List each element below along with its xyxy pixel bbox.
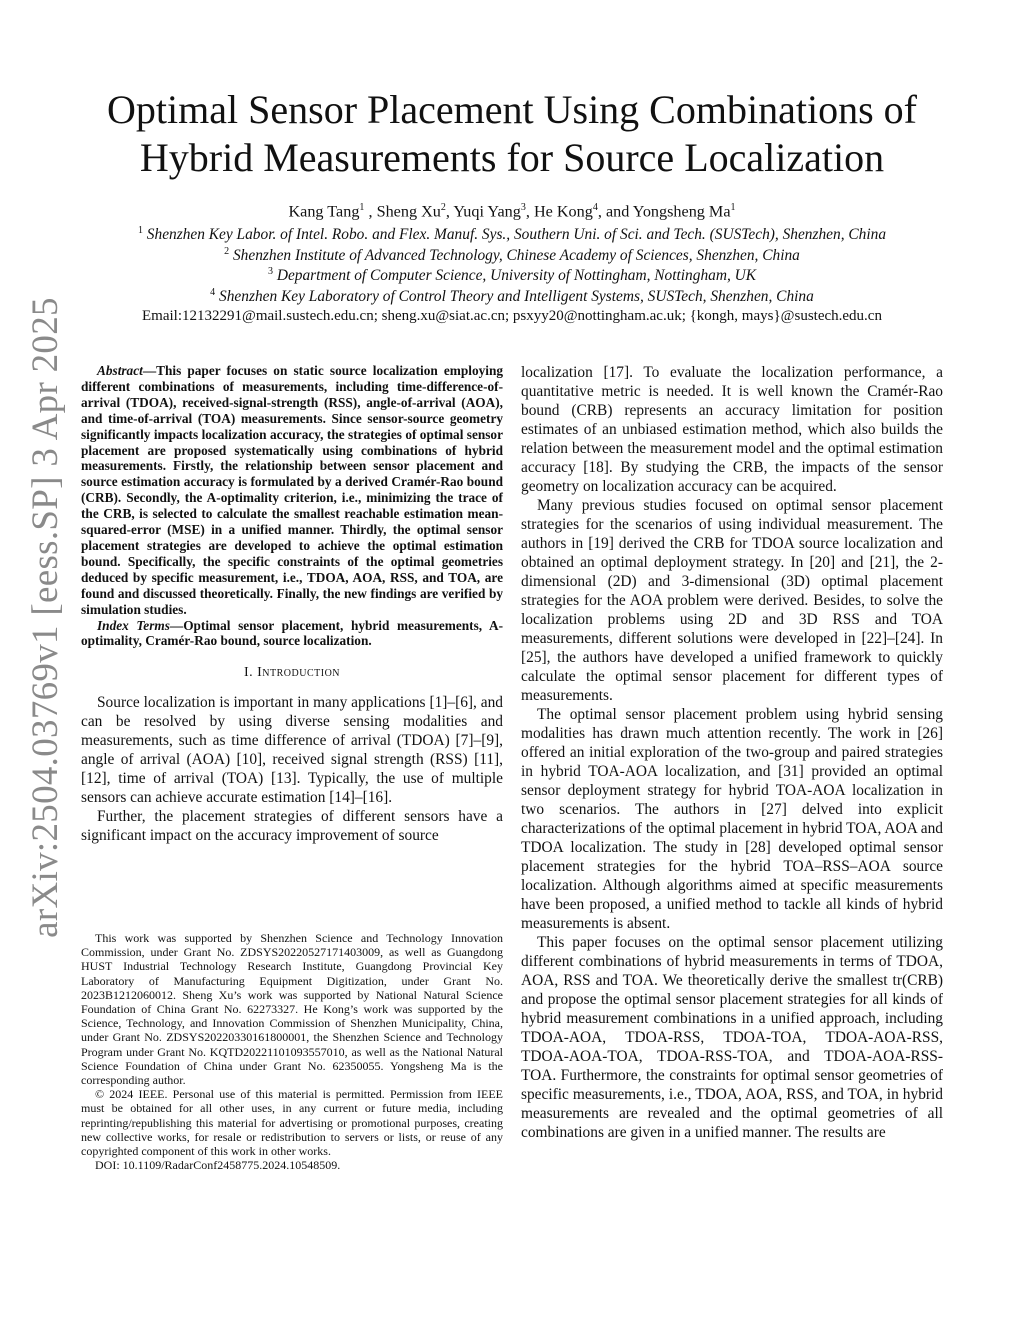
- author-affiliation-mark: 3: [520, 202, 526, 213]
- copyright-footnote: © 2024 IEEE. Personal use of this material is permitted. Permission from IEEE must be obtained for all other uses, in any current or future media, including reprinting/republishing this material for advertising or promotional purposes, creating new collective works, for resale or redistribution to servers or lists, or reuse of any copyrighted component of this work in other works.: [81, 1087, 503, 1159]
- paper-title: [60, 86, 964, 182]
- index-terms-label: Index Terms: [97, 617, 170, 633]
- author-emails: Email:12132291@mail.sustech.edu.cn; sheng.xu@siat.ac.cn; psxyy20@nottingham.ac.uk; {kongh, mays}@sustech.edu.cn: [142, 308, 882, 324]
- index-terms: [81, 618, 503, 650]
- affiliation-text: Shenzhen Key Laboratory of Control Theory and Intelligent Systems, SUSTech, Shenzhen, China: [219, 288, 814, 306]
- body-paragraph: This paper focuses on the optimal sensor placement utilizing different combinations of hybrid measurements in terms of TDOA, AOA, RSS and TOA. We theoretically derive the smallest tr(CRB) and propose the optimal sensor placement strategies for all kinds of hybrid measurement combinations in a unified approach, including TDOA-AOA, TDOA-RSS, TDOA-TOA, TDOA-AOA-RSS, TDOA-AOA-TOA, TDOA-RSS-TOA, and TDOA-AOA-RSS-TOA. Furthermore, the constraints for optimal sensor geometries of specific measurements, i.e., TDOA, AOA, RSS, and TOA, in hybrid measurements are revealed and the optimal geometries of all combinations are given in a unified manner. The results are: [521, 934, 943, 1141]
- affiliation-number: 3: [267, 266, 273, 277]
- author-separator: ,: [445, 202, 454, 221]
- affiliation-1: [60, 225, 964, 244]
- affiliation-text: Department of Computer Science, University of Nottingham, Nottingham, UK: [276, 267, 757, 285]
- index-terms-text: —Optimal sensor placement, hybrid measurements, A-optimality, Cramér-Rao bound, source localization.: [81, 617, 503, 649]
- right-column: [521, 363, 943, 1142]
- affiliation-2: [60, 246, 964, 265]
- arxiv-identifier-text: arXiv:2504.03769v1 [eess.SP] 3 Apr 2025: [24, 296, 66, 938]
- affiliation-number: 1: [137, 225, 143, 236]
- author-name: Yuqi Yang: [453, 202, 521, 221]
- intro-paragraph: Further, the placement strategies of different sensors have a significant impact on the accuracy improvement of source: [81, 808, 503, 845]
- author-affiliation-mark: 2: [440, 202, 446, 213]
- abstract-label: Abstract: [97, 363, 143, 378]
- author-affiliation-mark: 1: [730, 202, 736, 213]
- funding-footnote: This work was supported by Shenzhen Science and Technology Innovation Commission, under Grant No. ZDSYS20220527171403009, as well as Guangdong HUST Industrial Technology Research Institute, Guangdong Provincial Key Laboratory of Manufacturing Equipment Digitization, under Grant No. 2023B1212060012. Sheng Xu’s work was supported by National Natural Science Foundation of China Grant No. 62273327. He Kong’s work was supported by the Science, Technology, and Innovation Commission of Shenzhen Municipality, China, under Grant No. ZDSYS20220330161800001, the Shenzhen Science and Technology Program under Grant No. KQTD20221101093557010, as well as the National Natural Science Foundation of China under Grant No. 62350055. Yongsheng Ma is the corresponding author.: [81, 931, 503, 1088]
- affiliation-number: 4: [210, 287, 216, 298]
- affiliation-4: [60, 287, 964, 306]
- left-column: [81, 363, 503, 845]
- author-name: Sheng Xu: [376, 202, 441, 221]
- abstract-text: —This paper focuses on static source localization employing different combinations of measurements, including time-difference-of-arrival (TDOA), received-signal-strength (RSS), angle-of-arrival (AOA), and time-of-arrival (TOA) measurements. Since sensor-source geometry significantly impacts localization accuracy, the strategies of optimal sensor placement are proposed systematically using combinations of hybrid measurements. Firstly, the relationship between sensor placement and source estimation accuracy is formulated by a derived Cramér-Rao bound (CRB). Secondly, the A-optimality criterion, i.e., minimizing the trace of the CRB, is selected to calculate the smallest reachable estimation mean-squared-error (MSE) in a unified manner. Thirdly, the optimal sensor placement strategies are developed to achieve the optimal estimation bound. Specifically, the specific constraints of the optimal geometries deduced by specific measurement, i.e., TDOA, AOA, RSS, and TOA, are found and discussed theoretically. Finally, the new findings are verified by simulation studies.: [81, 363, 503, 617]
- author-list: [60, 202, 964, 221]
- footnotes: [81, 931, 503, 1172]
- author-separator: ,: [525, 202, 534, 221]
- affiliation-text: Shenzhen Key Labor. of Intel. Robo. and Flex. Manuf. Sys., Southern Uni. of Sci. and Tech. (SUSTech), Shenzhen, China: [146, 226, 887, 244]
- body-paragraph: localization [17]. To evaluate the localization performance, a quantitative metric is needed. It is well known the Cramér-Rao bound (CRB) represents an accuracy limitation for position estimates of an unbiased estimation method, which also builds the relation between the measurement model and the optimal estimation accuracy [18]. By studying the CRB, the impacts of the sensor geometry on localization accuracy can be acquired.: [521, 364, 943, 495]
- author-name: He Kong: [533, 202, 593, 221]
- doi-footnote: DOI: 10.1109/RadarConf2458775.2024.10548509.: [95, 1158, 341, 1173]
- author-name: Kang Tang: [288, 202, 360, 221]
- author-affiliation-mark: 4: [592, 202, 598, 213]
- abstract: [81, 363, 503, 618]
- affiliation-number: 2: [224, 246, 230, 257]
- intro-paragraph: Source localization is important in many applications [1]–[6], and can be resolved by using diverse sensing modalities and measurements, such as time difference of arrival (TDOA) [7]–[9], angle of arrival (AOA) [10], received signal strength (RSS) [11], [12], time of arrival (TOA) [13]. Typically, the use of multiple sensors can achieve accurate estimation [14]–[16].: [81, 694, 503, 807]
- section-heading-introduction: I. Introduction: [243, 665, 341, 681]
- arxiv-identifier: [18, 296, 72, 938]
- paper-title-line-2: Hybrid Measurements for Source Localization: [139, 135, 885, 180]
- paper-title-line-1: Optimal Sensor Placement Using Combinations of: [107, 87, 917, 132]
- body-paragraph: Many previous studies focused on optimal sensor placement strategies for the scenarios of using individual measurement. The authors in [19] derived the CRB for TDOA source localization and obtained an optimal deployment strategy. In [20] and [21], the 2-dimensional (2D) and 3-dimensional (3D) optimal placement strategies for the AOA problem were derived. Besides, to solve the localization problems using 2D and 3D RSS and TOA measurements, different solutions were developed in [22]–[24]. In [25], the authors have developed a unified framework to quickly calculate the optimal sensor placement for different types of measurements.: [521, 497, 943, 704]
- body-paragraph: The optimal sensor placement problem using hybrid sensing modalities has drawn much attention recently. The work in [26] offered an initial exploration of the two-group and paired strategies in hybrid TOA-AOA localization, and [31] provided an optimal sensor deployment strategy for hybrid TOA-AOA localization in two scenarios. The authors in [27] delved into explicit characterizations of the optimal placement in hybrid TOA, AOA and TDOA localization. The study in [28] developed optimal sensor placement strategies for the hybrid TOA–RSS–AOA source localization. Although algorithms aimed at specific measurements have been proposed, a unified method to tackle all kinds of hybrid measurements is absent.: [521, 706, 943, 932]
- author-affiliation-mark: 1: [359, 202, 365, 213]
- affiliation-text: Shenzhen Institute of Advanced Technology, Chinese Academy of Sciences, Shenzhen, China: [232, 247, 800, 265]
- author-separator: ,: [364, 202, 377, 221]
- author-separator: , and: [597, 202, 633, 221]
- affiliation-3: [60, 266, 964, 285]
- author-name: Yongsheng Ma: [632, 202, 731, 221]
